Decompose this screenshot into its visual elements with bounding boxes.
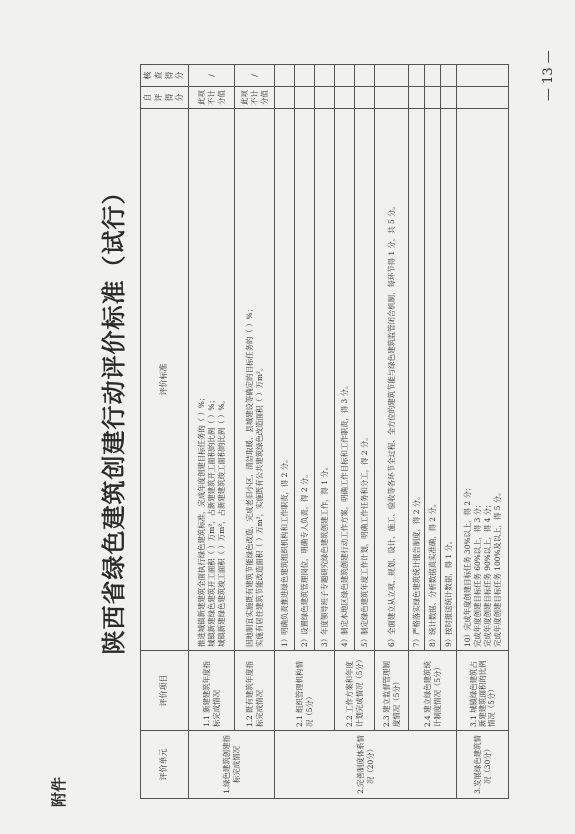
self-score-cell — [275, 87, 295, 109]
page-title: 陕西省绿色建筑创建行动评价标准（试行） — [99, 179, 128, 655]
criteria-cell: 9）按时报送统计数据，得 1 分。 — [441, 109, 457, 651]
table-header-row — [141, 65, 189, 799]
criteria-cell: 8）统计数据、分析数据真实准确，得 2 分。 — [425, 109, 441, 651]
criteria-cell: 10）完成年度创建目标任务 30%以上，得 2 分； 完成年度创建目标任务 60%以上，得 3 分； 完成年度创建目标任务 90%以上，得 4 分； 完成年度创建目标任务 100%及以上，得 5 分。 — [457, 109, 509, 651]
unit-cell: 1.绿色建筑创建指标完成情况 — [189, 731, 275, 799]
review-score-cell — [441, 65, 457, 87]
table-row — [409, 65, 425, 799]
header-criteria: 评价标准 — [141, 109, 189, 651]
criteria-cell: 4）制定本地区绿色建筑创建行动工作方案，明确工作目标和工作职责，得 3 分。 — [335, 109, 355, 651]
attachment-label: 附件 — [50, 776, 68, 807]
unit-cell: 3.发展绿色建筑情况（30分） — [457, 731, 509, 799]
item-cell: 2.2 工作方案和年度计划完成情况（5分） — [335, 651, 375, 731]
criteria-cell: 5）制定绿色建筑年度工作计划，明确工作任务和分工，得 2 分。 — [355, 109, 375, 651]
review-score-cell — [457, 65, 509, 87]
review-score-cell — [315, 65, 335, 87]
table-row — [275, 65, 295, 799]
page-number: — 13 — — [541, 50, 556, 101]
self-score-cell — [375, 87, 409, 109]
self-score-cell — [315, 87, 335, 109]
unit-cell: 2.完善制度体系情况（20分） — [275, 731, 457, 799]
header-unit: 评价单元 — [141, 731, 189, 799]
self-score-cell — [335, 87, 355, 109]
self-score-cell: 此项 不计 分值 — [235, 87, 275, 109]
table-row — [335, 65, 355, 799]
self-score-cell — [409, 87, 425, 109]
self-score-cell — [441, 87, 457, 109]
item-cell: 2.1 组织管理机构情况（5分） — [275, 651, 335, 731]
review-score-cell — [409, 65, 425, 87]
criteria-cell: 因地制宜实施既有建筑节能绿色改造，完成老旧小区、清洁取暖、县城建设等确定的目标任务的（ ）%； 实施有居住建筑节能改造面积（ ）万m²，实施既有公共建筑绿色改造面积（ ）万m²。 — [235, 109, 275, 651]
table-row — [457, 65, 509, 799]
header-self-score: 自评 得分 — [141, 87, 189, 109]
review-score-cell: / — [189, 65, 235, 87]
table-row — [375, 65, 409, 799]
self-score-cell — [425, 87, 441, 109]
review-score-cell — [275, 65, 295, 87]
review-score-cell: / — [235, 65, 275, 87]
criteria-cell: 2）设置绿色建筑管理岗位，明确专人负责，得 2 分。 — [295, 109, 315, 651]
review-score-cell — [425, 65, 441, 87]
review-score-cell — [375, 65, 409, 87]
criteria-cell: 7）严格落实绿色建筑统计报告制度，得 2 分。 — [409, 109, 425, 651]
criteria-cell: 1）明确负责推进绿色建筑组织机构和工作职责，得 2 分。 — [275, 109, 295, 651]
self-score-cell — [355, 87, 375, 109]
item-cell: 2.3 建立监督管理制度情况（5分） — [375, 651, 409, 731]
header-review-score: 核查 得分 — [141, 65, 189, 87]
header-item: 评价项目 — [141, 651, 189, 731]
self-score-cell: 此项 不计 分值 — [189, 87, 235, 109]
item-cell: 2.4 建立绿色建筑统计制度情况（5分） — [409, 651, 457, 731]
item-cell: 1.1 新建建筑年度指标完成情况 — [189, 651, 235, 731]
criteria-cell: 6）全面建立从立项、规划、设计、施工、验收等各环节全过程、全方位的建筑节能与绿色建筑监管闭合机制，每环节得 1 分，共 5 分。 — [375, 109, 409, 651]
criteria-cell: 3）年度领导班子专题研究绿色建筑创建工作，得 1 分。 — [315, 109, 335, 651]
self-score-cell — [457, 87, 509, 109]
self-score-cell — [295, 87, 315, 109]
item-cell: 1.2 既有建筑年度指标完成情况 — [235, 651, 275, 731]
criteria-cell: 推进城镇新建建筑全面执行绿色建筑标准，完成年度创建目标任务的（ ）%； 城镇新建绿色建筑开工面积（ ）万m²，占新建建筑开工面积的比例（ ）%； 城镇新建绿色建筑竣工面积（ ）万m²，占新建建筑竣工面积的比例（ ）%。 — [189, 109, 235, 651]
review-score-cell — [355, 65, 375, 87]
evaluation-table — [140, 64, 509, 799]
table-row — [235, 65, 275, 799]
review-score-cell — [335, 65, 355, 87]
item-cell: 3.1 城镇绿色建筑占新建建筑面积的比例情况（5分） — [457, 651, 509, 731]
review-score-cell — [295, 65, 315, 87]
table-row — [189, 65, 235, 799]
